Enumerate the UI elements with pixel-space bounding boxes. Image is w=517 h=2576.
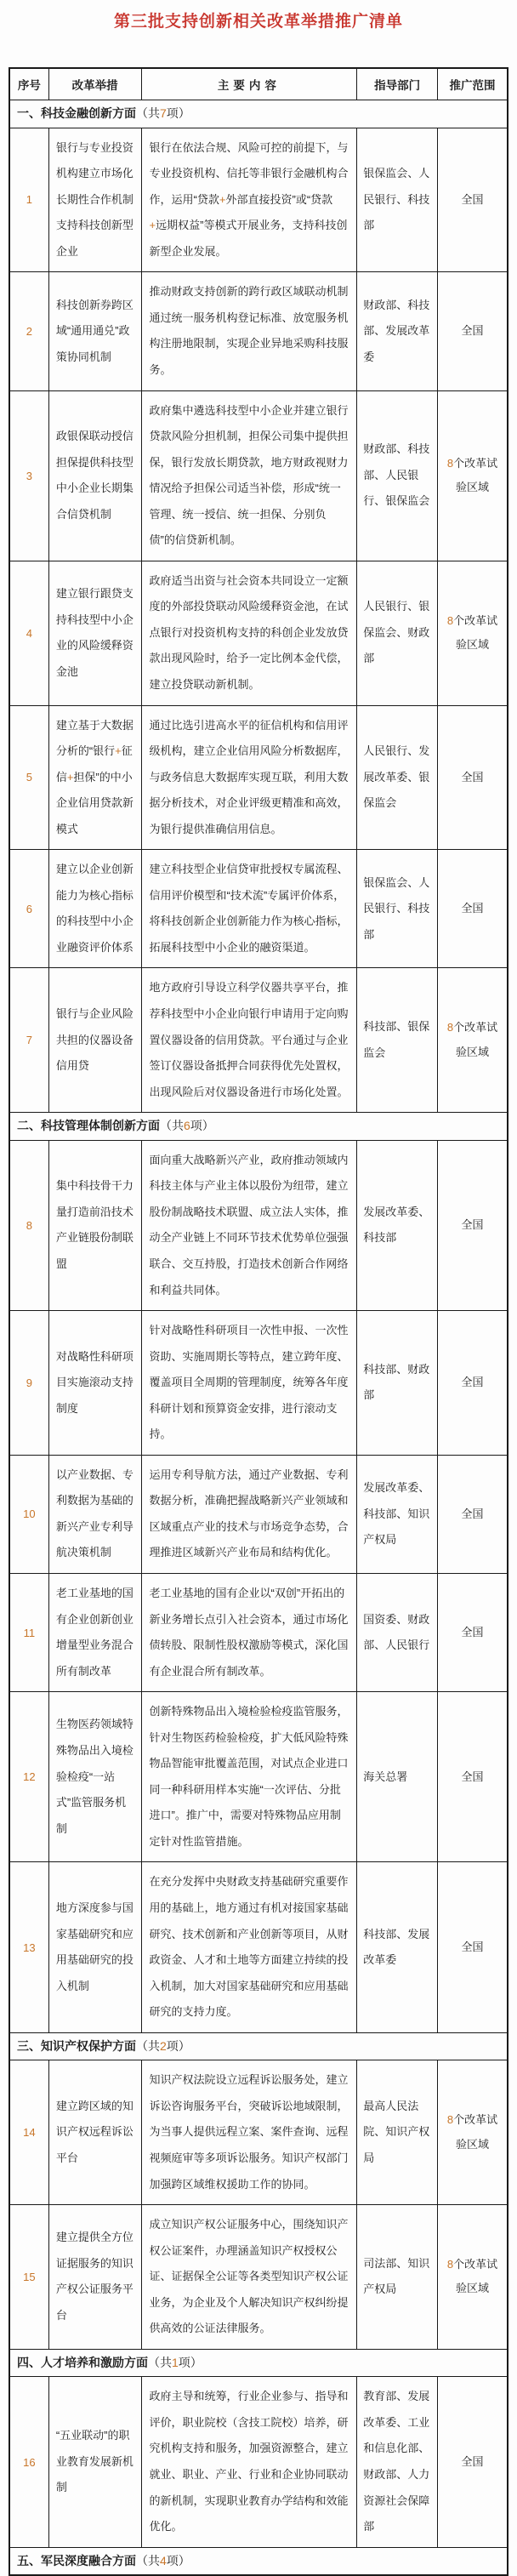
column-header-department: 指导部门 bbox=[357, 68, 438, 100]
scope-cell: 全国 bbox=[437, 1692, 508, 1862]
row-number-cell: 4 bbox=[9, 561, 48, 705]
measure-cell: 老工业基地的国有企业创新创业增量型业务混合所有制改革 bbox=[48, 1573, 141, 1691]
content-cell: 老工业基地的国有企业以“双创”开拓出的新业务增长点引入社会资本，通过市场化债转股、限制性股权激励等模式，深化国有企业混合所有制改革。 bbox=[141, 1573, 357, 1691]
content-cell: 创新特殊物品出入境检验检疫监管服务，针对生物医药检验检疫，扩大低风险特殊物品智能审批覆盖范围，对试点企业进口同一种科研用样本实施“一次评估、分批进口”。推广中，需要对特殊物品应用制定针对性监管措施。 bbox=[141, 1692, 357, 1862]
section-count-note: （共4项） bbox=[136, 2553, 190, 2567]
department-cell: 海关总署 bbox=[357, 1692, 438, 1862]
measure-cell: 建立跨区域的知识产权远程诉讼平台 bbox=[48, 2060, 141, 2205]
scope-cell: 全国 bbox=[437, 1573, 508, 1691]
header-row bbox=[9, 68, 508, 100]
row-number-cell: 8 bbox=[9, 1140, 48, 1310]
measure-row-8 bbox=[9, 1140, 508, 1310]
department-cell: 发展改革委、科技部 bbox=[357, 1140, 438, 1310]
section-header-cell bbox=[9, 100, 508, 128]
scope-cell: 8个改革试验区域 bbox=[437, 2060, 508, 2205]
measure-cell: 建立提供全方位证据服务的知识产权公证服务平台 bbox=[48, 2205, 141, 2350]
scope-cell: 全国 bbox=[437, 705, 508, 850]
row-number-cell: 9 bbox=[9, 1311, 48, 1456]
department-cell: 财政部、科技部、发展改革委 bbox=[357, 272, 438, 390]
scope-cell: 全国 bbox=[437, 850, 508, 968]
section-label: 四、人才培养和激励方面 bbox=[17, 2355, 148, 2369]
measure-cell: 建立基于大数据分析的“银行+征信+担保”的中小企业信用贷款新模式 bbox=[48, 705, 141, 850]
section-header-cell bbox=[9, 2032, 508, 2060]
department-cell: 发展改革委、科技部、知识产权局 bbox=[357, 1455, 438, 1573]
measure-cell: 建立银行跟贷支持科技型中小企业的风险缓释资金池 bbox=[48, 561, 141, 705]
scope-cell: 8个改革试验区域 bbox=[437, 2205, 508, 2350]
row-number-cell: 12 bbox=[9, 1692, 48, 1862]
measure-row-14 bbox=[9, 2060, 508, 2205]
scope-cell: 全国 bbox=[437, 1862, 508, 2032]
row-number-cell: 6 bbox=[9, 850, 48, 968]
measure-cell: 对战略性科研项目实施滚动支持制度 bbox=[48, 1311, 141, 1456]
row-number-cell: 16 bbox=[9, 2377, 48, 2547]
table-header bbox=[9, 68, 508, 100]
section-label: 二、科技管理体制创新方面 bbox=[17, 1119, 160, 1133]
department-cell: 最高人民法院、知识产权局 bbox=[357, 2060, 438, 2205]
page-title: 第三批支持创新相关改革举措推广清单 bbox=[113, 13, 403, 31]
measure-row-2 bbox=[9, 272, 508, 390]
department-cell: 国资委、财政部、人民银行 bbox=[357, 1573, 438, 1691]
row-number-cell: 11 bbox=[9, 1573, 48, 1691]
row-number-cell: 2 bbox=[9, 272, 48, 390]
measure-row-15 bbox=[9, 2205, 508, 2350]
section-row-2 bbox=[9, 1113, 508, 1141]
measure-cell: 科技创新券跨区域“通用通兑”政策协同机制 bbox=[48, 272, 141, 390]
measure-row-9 bbox=[9, 1311, 508, 1456]
measure-cell: 政银保联动授信担保提供科技型中小企业长期集合信贷机制 bbox=[48, 390, 141, 561]
measure-row-4 bbox=[9, 561, 508, 705]
content-cell: 针对战略性科研项目一次性申报、一次性资助、实施周期长等特点，建立跨年度、覆盖项目全周期的管理制度，统筹各年度科研计划和预算资金安排，进行滚动支持。 bbox=[141, 1311, 357, 1456]
department-cell: 人民银行、银保监会、财政部 bbox=[357, 561, 438, 705]
column-header-content: 主要内容 bbox=[141, 68, 357, 100]
section-row-1 bbox=[9, 100, 508, 128]
scope-cell: 全国 bbox=[437, 1140, 508, 1310]
content-cell: 运用专利导航方法，通过产业数据、专利数据分析，准确把握战略新兴产业领域和区域重点产业的技术与市场竞争态势，合理推进区域新兴产业布局和结构优化。 bbox=[141, 1455, 357, 1573]
measure-cell: 建立以企业创新能力为核心指标的科技型中小企业融资评价体系 bbox=[48, 850, 141, 968]
section-count-note: （共2项） bbox=[136, 2038, 190, 2053]
row-number-cell: 15 bbox=[9, 2205, 48, 2350]
reform-measures-table bbox=[9, 67, 508, 2576]
table-body bbox=[9, 100, 508, 2576]
content-cell: 知识产权法院设立远程诉讼服务处，建立诉讼咨询服务平台，突破诉讼地域限制，为当事人提供远程立案、案件查询、远程视频庭审等多项诉讼服务。知识产权部门加强跨区域维权援助工作的协同。 bbox=[141, 2060, 357, 2205]
scope-cell: 8个改革试验区域 bbox=[437, 561, 508, 705]
section-label: 一、科技金融创新方面 bbox=[17, 106, 136, 120]
measure-row-5 bbox=[9, 705, 508, 850]
measure-row-6 bbox=[9, 850, 508, 968]
content-cell: 在充分发挥中央财政支持基础研究重要作用的基础上，地方通过有机对接国家基础研究、技术创新和产业创新等项目，从财政资金、人才和土地等方面建立持续的投入机制，加大对国家基础研究和应用基础研究的支持力度。 bbox=[141, 1862, 357, 2032]
department-cell: 科技部、银保监会 bbox=[357, 968, 438, 1113]
measure-row-11 bbox=[9, 1573, 508, 1691]
department-cell: 教育部、发展改革委、工业和信息化部、财政部、人力资源社会保障部 bbox=[357, 2377, 438, 2547]
measure-cell: 以产业数据、专利数据为基础的新兴产业专利导航决策机制 bbox=[48, 1455, 141, 1573]
row-number-cell: 14 bbox=[9, 2060, 48, 2205]
column-header-measure: 改革举措 bbox=[48, 68, 141, 100]
scope-cell: 全国 bbox=[437, 1455, 508, 1573]
scope-cell: 8个改革试验区域 bbox=[437, 968, 508, 1113]
row-number-cell: 7 bbox=[9, 968, 48, 1113]
scope-cell: 全国 bbox=[437, 2377, 508, 2547]
department-cell: 科技部、财政部 bbox=[357, 1311, 438, 1456]
row-number-cell: 10 bbox=[9, 1455, 48, 1573]
section-header-cell bbox=[9, 2547, 508, 2575]
measure-cell: 集中科技骨干力量打造前沿技术产业链股份制联盟 bbox=[48, 1140, 141, 1310]
content-cell: 成立知识产权公证服务中心，围绕知识产权公证案件，办理涵盖知识产权授权公证、证据保全公证等各类型知识产权公证业务，为企业及个人解决知识产权纠纷提供高效的公证法律服务。 bbox=[141, 2205, 357, 2350]
section-row-3 bbox=[9, 2032, 508, 2060]
department-cell: 科技部、发展改革委 bbox=[357, 1862, 438, 2032]
section-label: 五、军民深度融合方面 bbox=[17, 2553, 136, 2567]
content-cell: 银行在依法合规、风险可控的前提下，与专业投资机构、信托等非银行金融机构合作，运用“贷款+外部直接投资”或“贷款+远期权益”等模式开展业务，支持科技创新型企业发展。 bbox=[141, 128, 357, 272]
content-cell: 政府集中遴选科技型中小企业并建立银行贷款风险分担机制，担保公司集中提供担保，银行发放长期贷款，地方财政视财力情况给予担保公司适当补偿，形成“统一管理、统一授信、统一担保、分别负债”的信贷新机制。 bbox=[141, 390, 357, 561]
department-cell: 人民银行、发展改革委、银保监会 bbox=[357, 705, 438, 850]
row-number-cell: 5 bbox=[9, 705, 48, 850]
content-cell: 通过比选引进高水平的征信机构和信用评级机构，建立企业信用风险分析数据库，与政务信息大数据库实现互联，利用大数据分析技术，对企业评级更精准和高效，为银行提供准确信用信息。 bbox=[141, 705, 357, 850]
measure-cell: “五业联动”的职业教育发展新机制 bbox=[48, 2377, 141, 2547]
measure-cell: 银行与专业投资机构建立市场化长期性合作机制支持科技创新型企业 bbox=[48, 128, 141, 272]
column-header-no: 序号 bbox=[9, 68, 48, 100]
content-cell: 地方政府引导设立科学仪器共享平台，推荐科技型中小企业向银行申请用于定向购置仪器设备的信用贷款。平台通过与企业签订仪器设备抵押合同获得优先处置权，出现风险后对仪器设备进行市场化处置。 bbox=[141, 968, 357, 1113]
row-number-cell: 3 bbox=[9, 390, 48, 561]
section-row-5 bbox=[9, 2547, 508, 2575]
scope-cell: 8个改革试验区域 bbox=[437, 390, 508, 561]
content-cell: 政府主导和统筹，行业企业参与、指导和评价，职业院校（含技工院校）培养，研究机构支持和服务，加强资源整合，建立就业、职业、产业、行业和企业协同联动的新机制，实现职业教育办学结构和效能优化。 bbox=[141, 2377, 357, 2547]
content-cell: 建立科技型企业信贷审批授权专属流程、信用评价模型和“技术流”专属评价体系，将科技创新企业创新能力作为核心指标，拓展科技型中小企业的融资渠道。 bbox=[141, 850, 357, 968]
content-cell: 推动财政支持创新的跨行政区域联动机制通过统一服务机构登记标准、放宽服务机构注册地限制，实现企业异地采购科技服务。 bbox=[141, 272, 357, 390]
section-label: 三、知识产权保护方面 bbox=[17, 2038, 136, 2053]
scope-cell: 全国 bbox=[437, 128, 508, 272]
row-number-cell: 13 bbox=[9, 1862, 48, 2032]
row-number-cell: 1 bbox=[9, 128, 48, 272]
section-row-4 bbox=[9, 2349, 508, 2377]
department-cell: 银保监会、人民银行、科技部 bbox=[357, 128, 438, 272]
department-cell: 银保监会、人民银行、科技部 bbox=[357, 850, 438, 968]
measure-cell: 地方深度参与国家基础研究和应用基础研究的投入机制 bbox=[48, 1862, 141, 2032]
measure-row-13 bbox=[9, 1862, 508, 2032]
measure-row-7 bbox=[9, 968, 508, 1113]
section-count-note: （共6项） bbox=[160, 1119, 214, 1133]
measure-row-10 bbox=[9, 1455, 508, 1573]
section-header-cell bbox=[9, 2349, 508, 2377]
section-count-note: （共1项） bbox=[148, 2355, 202, 2369]
scope-cell: 全国 bbox=[437, 272, 508, 390]
section-header-cell bbox=[9, 1113, 508, 1141]
content-cell: 政府适当出资与社会资本共同设立一定额度的外部投贷联动风险缓释资金池，在试点银行对投资机构支持的科创企业发放贷款出现风险时，给予一定比例本金代偿，建立投贷联动新机制。 bbox=[141, 561, 357, 705]
content-cell: 面向重大战略新兴产业，政府推动领域内科技主体与产业主体以股份为纽带，建立股份制战略技术联盟、成立法人实体，推动全产业链上不同环节技术优势单位强强联合、交互持股，打造技术创新合作网络和利益共同体。 bbox=[141, 1140, 357, 1310]
measure-row-16 bbox=[9, 2377, 508, 2547]
measure-row-12 bbox=[9, 1692, 508, 1862]
scope-cell: 全国 bbox=[437, 1311, 508, 1456]
column-header-scope: 推广范围 bbox=[437, 68, 508, 100]
department-cell: 财政部、科技部、人民银行、银保监会 bbox=[357, 390, 438, 561]
section-count-note: （共7项） bbox=[136, 106, 190, 120]
measure-row-1 bbox=[9, 128, 508, 272]
measure-row-3 bbox=[9, 390, 508, 561]
measure-cell: 生物医药领域特殊物品出入境检验检疫“一站式”监管服务机制 bbox=[48, 1692, 141, 1862]
department-cell: 司法部、知识产权局 bbox=[357, 2205, 438, 2350]
measure-cell: 银行与企业风险共担的仪器设备信用贷 bbox=[48, 968, 141, 1113]
